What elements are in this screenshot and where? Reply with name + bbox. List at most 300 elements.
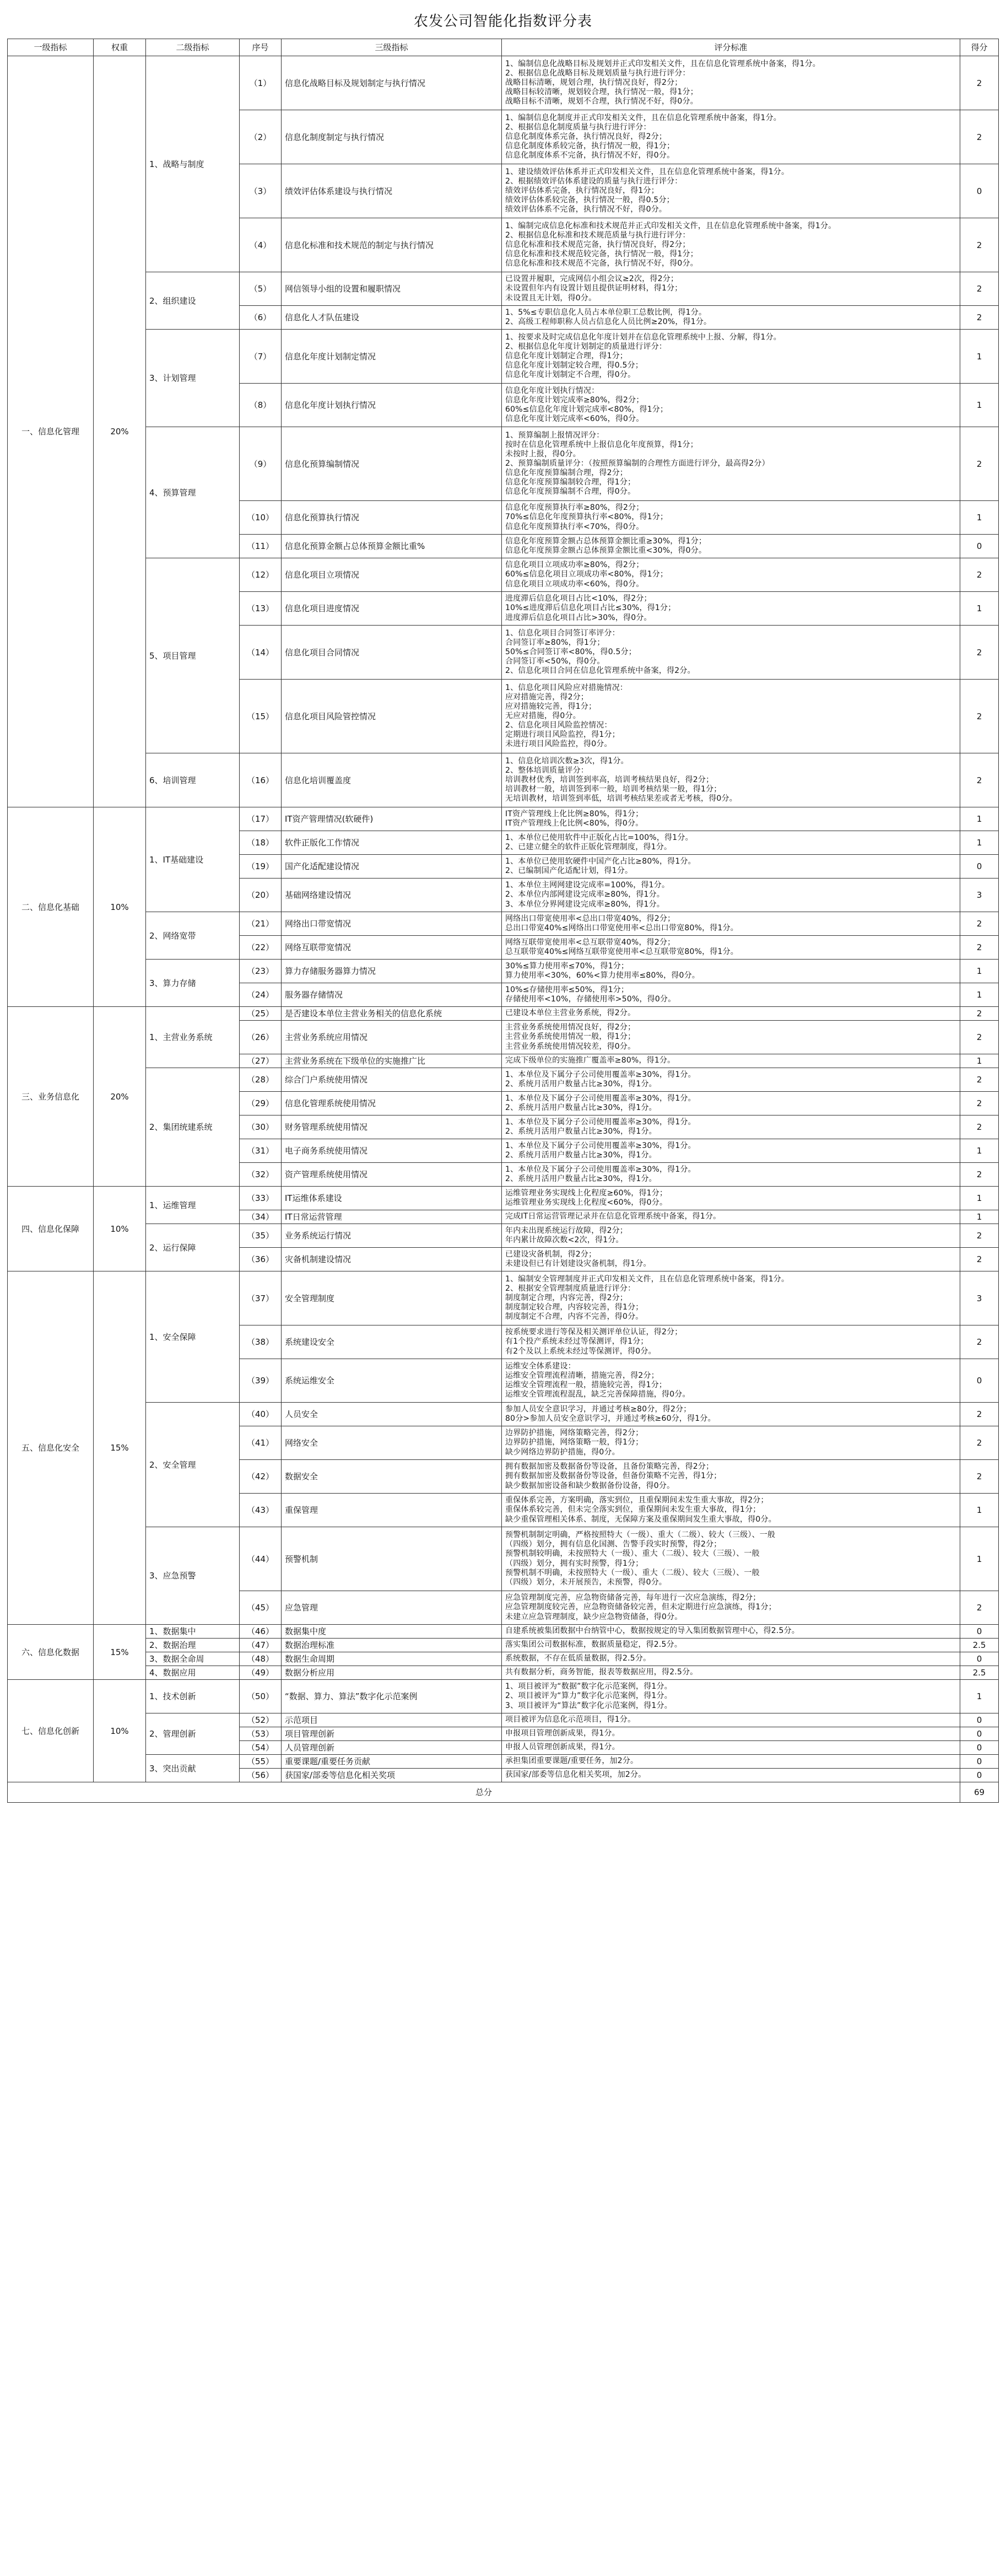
criteria-line: 未建立应急管理制度，缺少应急物资储备，得0分。: [505, 1612, 683, 1621]
table-row: [8, 1755, 999, 1769]
score-cell: 1: [960, 960, 999, 983]
score-cell: 1: [960, 1680, 999, 1713]
index-cell: （43）: [240, 1494, 282, 1527]
index-cell: （5）: [240, 272, 282, 306]
criteria-line: 未设置但年内有设置计划且提供证明材料，得1分；: [505, 284, 683, 293]
header-weight: 权重: [94, 39, 146, 56]
level3-cell: 系统建设安全: [282, 1325, 502, 1359]
index-cell: （47）: [240, 1639, 282, 1652]
criteria-line: 主营业务系统使用情况良好，得2分；: [505, 1023, 636, 1032]
level3-cell: 获国家/部委等信息化相关奖项: [282, 1769, 502, 1782]
criteria-line: 10%≤存储使用率≤50%，得1分；: [505, 985, 629, 994]
index-cell: （20）: [240, 879, 282, 912]
level3-cell: 信息化项目风险管控情况: [282, 680, 502, 753]
score-cell: 2: [960, 1163, 999, 1187]
criteria-line: 拥有数据加密及数据备份等设备，但备份策略不完善，得1分；: [505, 1472, 722, 1481]
index-cell: （32）: [240, 1163, 282, 1187]
table-row: [8, 960, 999, 983]
criteria-line: 2、系统月活用户数量占比≥30%，得1分。: [505, 1174, 657, 1183]
criteria-line: 培训教材一般，培训签到率一般，培训考核结果一般，得1分；: [505, 785, 722, 794]
criteria-line: 培训教材优秀，培训签到率高，培训考核结果良好，得2分；: [505, 775, 714, 784]
criteria-cell: [502, 1403, 960, 1426]
index-cell: （18）: [240, 831, 282, 855]
criteria-line: 信息化年度计划制定较合理，得0.5分；: [505, 361, 643, 370]
level3-cell: 基础网络建设情况: [282, 879, 502, 912]
level3-cell: 财务管理系统使用情况: [282, 1115, 502, 1139]
criteria-line: 无培训教材，培训签到率低，培训考核结果差或者无考核，得0分。: [505, 794, 737, 804]
criteria-cell: [502, 1591, 960, 1625]
level3-cell: 灾备机制建设情况: [282, 1248, 502, 1271]
score-cell: 1: [960, 1187, 999, 1210]
criteria-line: 未进行项目风险监控，得0分。: [505, 740, 612, 749]
criteria-cell: [502, 1359, 960, 1403]
criteria-cell: [502, 1248, 960, 1271]
criteria-cell: [502, 1755, 960, 1769]
index-cell: （33）: [240, 1187, 282, 1210]
criteria-line: （四级）划分，拥有信息化国测、告警手段实时预警，得2分；: [505, 1540, 722, 1549]
criteria-line: 1、预算编制上报情况评分：: [505, 430, 604, 440]
level3-cell: 人员安全: [282, 1403, 502, 1426]
criteria-line: 1、本单位主网网建设完成率=100%，得1分。: [505, 881, 670, 890]
criteria-line: 信息化年度计划制定不合理，得0分。: [505, 370, 636, 380]
level2-cell: 4、预算管理: [146, 427, 240, 558]
criteria-line: 2、根据信息化战略目标及规划质量与执行进行评分：: [505, 68, 690, 78]
level2-cell: 2、运行保障: [146, 1224, 240, 1271]
criteria-line: 有1个投产系统未经过等保测评，得1分；: [505, 1337, 648, 1346]
score-table: [7, 39, 999, 1803]
score-cell: 1: [960, 1494, 999, 1527]
level3-cell: 数据治理标准: [282, 1639, 502, 1652]
criteria-line: 信息化年度预算编制较合理，得1分；: [505, 478, 636, 487]
index-cell: （54）: [240, 1741, 282, 1755]
criteria-line: 2、本单位内部网建设完成率≥80%，得1分。: [505, 890, 665, 899]
criteria-line: 2、项目被评为“算力”数字化示范案例，得1分。: [505, 1691, 672, 1701]
score-cell: 3: [960, 879, 999, 912]
criteria-line: 应对措施完善，得2分；: [505, 692, 589, 702]
table-row: [8, 1625, 999, 1639]
score-cell: 2: [960, 936, 999, 960]
criteria-line: 2、信息化项目合同在信息化管理系统中备案，得2分。: [505, 666, 695, 676]
criteria-line: 30%≤算力使用率≤70%，得1分；: [505, 961, 629, 971]
criteria-line: 信息化年度计划执行情况：: [505, 386, 599, 395]
weight-cell: 15%: [94, 1625, 146, 1680]
criteria-line: 2、根据信息化制度质量与执行进行评分：: [505, 122, 651, 132]
criteria-cell: [502, 56, 960, 110]
criteria-cell: [502, 1652, 960, 1666]
index-cell: （28）: [240, 1068, 282, 1092]
criteria-cell: [502, 1460, 960, 1494]
criteria-cell: [502, 1727, 960, 1741]
level2-cell: 3、算力存储: [146, 960, 240, 1007]
criteria-cell: [502, 1271, 960, 1325]
level1-cell: 五、信息化安全: [8, 1271, 94, 1625]
criteria-line: 年内累计故障次数<2次，得1分。: [505, 1236, 624, 1244]
criteria-cell: [502, 218, 960, 272]
criteria-line: 缺少网络边界防护措施，得0分。: [505, 1447, 620, 1457]
level3-cell: 算力存储服务器算力情况: [282, 960, 502, 983]
level1-cell: 四、信息化保障: [8, 1187, 94, 1271]
score-cell: 2: [960, 1092, 999, 1115]
criteria-line: 运维管理业务实现线上化程度≥60%，得1分；: [505, 1188, 668, 1198]
criteria-line: 80分>参加人员安全意识学习，并通过考核≥60分，得1分。: [505, 1414, 716, 1423]
score-cell: 1: [960, 1139, 999, 1163]
criteria-line: 信息化年度预算编制合理，得2分；: [505, 468, 628, 478]
header-level3: 三级指标: [282, 39, 502, 56]
criteria-line: 网络出口带宽使用率<总出口带宽40%，得2分；: [505, 914, 675, 923]
criteria-line: 未按时上报，得0分。: [505, 449, 581, 459]
index-cell: （11）: [240, 535, 282, 558]
criteria-line: 信息化年度预算金额占总体预算金额比重<30%，得0分。: [505, 546, 707, 555]
criteria-line: 1、项目被评为“数据”数字化示范案例，得1分。: [505, 1682, 672, 1691]
criteria-line: 年内未出现系统运行故障，得2分；: [505, 1226, 628, 1235]
total-row: [8, 1782, 999, 1803]
score-cell: 2: [960, 110, 999, 164]
index-cell: （39）: [240, 1359, 282, 1403]
criteria-line: 1、本单位及下属分子公司使用覆盖率≥30%，得1分。: [505, 1093, 696, 1103]
criteria-line: 1、本单位已使用软硬件中国产化占比≥80%，得1分。: [505, 856, 696, 866]
table-row: [8, 1666, 999, 1680]
criteria-line: 未设置且无计划，得0分。: [505, 293, 597, 303]
criteria-line: 已建设灾备机制，得2分；: [505, 1249, 597, 1259]
criteria-cell: [502, 1139, 960, 1163]
criteria-cell: [502, 592, 960, 626]
score-cell: 2: [960, 1021, 999, 1054]
score-cell: 0: [960, 1755, 999, 1769]
index-cell: （46）: [240, 1625, 282, 1639]
level3-cell: 是否建设本单位主营业务相关的信息化系统: [282, 1007, 502, 1021]
header-index: 序号: [240, 39, 282, 56]
score-cell: 0: [960, 1741, 999, 1755]
index-cell: （7）: [240, 330, 282, 384]
level3-cell: 信息化年度计划执行情况: [282, 384, 502, 427]
table-row: [8, 912, 999, 936]
criteria-cell: [502, 879, 960, 912]
score-cell: 2: [960, 1591, 999, 1625]
criteria-line: 信息化标准和技术规范完备，执行情况良好，得2分；: [505, 240, 690, 249]
criteria-line: （四级）划分，未开展预告，未预警，得0分。: [505, 1577, 667, 1587]
level3-cell: 信息化项目进度情况: [282, 592, 502, 626]
criteria-line: 1、编制完成信息化标准和技术规范并正式印发相关文件，且在信息化管理系统中备案，得1分。: [505, 221, 836, 230]
score-cell: 0: [960, 1625, 999, 1639]
table-row: [8, 427, 999, 501]
level3-cell: 数据集中度: [282, 1625, 502, 1639]
score-cell: 2: [960, 56, 999, 110]
index-cell: （50）: [240, 1680, 282, 1713]
criteria-cell: [502, 807, 960, 831]
table-row: [8, 56, 999, 110]
criteria-line: 信息化标准和技术规范不完备，执行情况不好，得0分。: [505, 259, 698, 268]
criteria-cell: [502, 1007, 960, 1021]
level3-cell: 信息化人才队伍建设: [282, 306, 502, 330]
criteria-line: 信息化制度体系较完备，执行情况一般，得1分；: [505, 142, 675, 151]
criteria-line: 3、本单位分界网建设完成率≥80%，得1分。: [505, 899, 665, 909]
criteria-cell: [502, 110, 960, 164]
index-cell: （19）: [240, 855, 282, 879]
index-cell: （22）: [240, 936, 282, 960]
criteria-line: （四级）划分，拥有实时预警，得1分；: [505, 1559, 643, 1568]
score-cell: 2: [960, 1460, 999, 1494]
criteria-line: 申报人员管理创新成果，得1分。: [505, 1743, 620, 1752]
index-cell: （3）: [240, 164, 282, 218]
level3-cell: 信息化预算金额占总体预算金额比重%: [282, 535, 502, 558]
level3-cell: IT运维体系建设: [282, 1187, 502, 1210]
index-cell: （29）: [240, 1092, 282, 1115]
table-row: [8, 1403, 999, 1426]
criteria-line: 2、根据绩效评估体系建设的质量与执行进行评分：: [505, 176, 683, 186]
level2-cell: 2、管理创新: [146, 1713, 240, 1755]
header-level2: 二级指标: [146, 39, 240, 56]
criteria-line: 申报项目管理创新成果，得1分。: [505, 1729, 620, 1738]
index-cell: （27）: [240, 1054, 282, 1068]
level1-cell: 三、业务信息化: [8, 1007, 94, 1187]
table-row: [8, 1652, 999, 1666]
level2-cell: 1、运维管理: [146, 1187, 240, 1224]
index-cell: （48）: [240, 1652, 282, 1666]
criteria-cell: [502, 936, 960, 960]
index-cell: （23）: [240, 960, 282, 983]
criteria-line: 运维安全管理流程混乱，缺乏完善保障措施，得0分。: [505, 1390, 690, 1399]
level1-cell: 六、信息化数据: [8, 1625, 94, 1680]
level3-cell: 网络安全: [282, 1426, 502, 1460]
index-cell: （12）: [240, 558, 282, 592]
index-cell: （41）: [240, 1426, 282, 1460]
criteria-cell: [502, 384, 960, 427]
score-cell: 1: [960, 1054, 999, 1068]
level1-cell: 一、信息化管理: [8, 56, 94, 807]
index-cell: （16）: [240, 753, 282, 807]
level3-cell: 信息化培训覆盖度: [282, 753, 502, 807]
weight-cell: 10%: [94, 807, 146, 1007]
criteria-line: 信息化制度体系完备，执行情况良好，得2分；: [505, 132, 667, 141]
criteria-line: 合同签订率<50%，得0分。: [505, 657, 605, 666]
criteria-cell: [502, 1163, 960, 1187]
table-row: [8, 1639, 999, 1652]
level2-cell: 2、集团统建系统: [146, 1068, 240, 1187]
criteria-cell: [502, 680, 960, 753]
criteria-cell: [502, 558, 960, 592]
criteria-line: 系统数据，不存在低质量数据，得2.5分。: [505, 1654, 651, 1663]
level3-cell: 信息化预算编制情况: [282, 427, 502, 501]
criteria-line: 70%≤信息化年度预算执行率<80%，得1分；: [505, 513, 668, 522]
level3-cell: 示范项目: [282, 1713, 502, 1727]
criteria-line: 总互联带宽40%≤网络互联带宽使用率<总互联带宽80%，得1分。: [505, 947, 739, 956]
criteria-line: 缺少数据加密设备和缺少数据备份设备，得0分。: [505, 1481, 675, 1490]
level1-cell: 七、信息化创新: [8, 1680, 94, 1782]
index-cell: （24）: [240, 983, 282, 1007]
criteria-cell: [502, 1639, 960, 1652]
criteria-line: 信息化年度预算金额占总体预算金额比重≥30%，得1分；: [505, 536, 707, 546]
criteria-line: 有2个及以上系统未经过等保测评，得0分。: [505, 1346, 656, 1356]
criteria-line: 已建设本单位主营业务系统，得2分。: [505, 1009, 636, 1018]
level2-cell: 2、网络宽带: [146, 912, 240, 960]
index-cell: （37）: [240, 1271, 282, 1325]
criteria-line: 进度滞后信息化项目占比>30%，得0分。: [505, 613, 652, 622]
criteria-line: 制度制定较合理，内容较完善，得1分；: [505, 1303, 643, 1312]
criteria-line: 信息化年度预算编制不合理，得0分。: [505, 487, 636, 497]
level3-cell: “数据、算力、算法”数字化示范案例: [282, 1680, 502, 1713]
score-cell: 1: [960, 592, 999, 626]
level2-cell: 1、技术创新: [146, 1680, 240, 1713]
score-cell: 0: [960, 1713, 999, 1727]
level2-cell: 1、主营业务系统: [146, 1007, 240, 1068]
table-row: [8, 272, 999, 306]
criteria-line: 算力使用率<30%，60%<算力使用率≤80%，得0分。: [505, 971, 700, 980]
criteria-line: 主营业务系统使用情况较差，得0分。: [505, 1042, 636, 1051]
score-cell: 1: [960, 384, 999, 427]
criteria-line: 60%≤信息化项目立项成功率<80%，得1分；: [505, 570, 668, 579]
index-cell: （26）: [240, 1021, 282, 1054]
level2-cell: 3、计划管理: [146, 330, 240, 427]
criteria-line: 绩效评估体系完备，执行情况良好，得1分；: [505, 186, 659, 195]
level3-cell: 信息化制度制定与执行情况: [282, 110, 502, 164]
criteria-line: 边界防护措施，网络策略完善，得2分；: [505, 1429, 643, 1438]
criteria-line: 2、高级工程师职称人员占信息化人员比例≥20%，得1分。: [505, 317, 712, 326]
level3-cell: 网络互联带宽情况: [282, 936, 502, 960]
level3-cell: 项目管理创新: [282, 1727, 502, 1741]
level3-cell: 服务器存储情况: [282, 983, 502, 1007]
criteria-line: 10%≤进度滞后信息化项目占比≤30%，得1分；: [505, 603, 676, 613]
criteria-line: 3、项目被评为“算法”数字化示范案例，得1分。: [505, 1701, 672, 1710]
criteria-line: 重保体系较完善，但未完全落实到位，重保期间未发生重大事故，得1分；: [505, 1505, 761, 1515]
level3-cell: 信息化年度计划制定情况: [282, 330, 502, 384]
table-row: [8, 1068, 999, 1092]
level3-cell: 系统运维安全: [282, 1359, 502, 1403]
score-cell: 2: [960, 427, 999, 501]
criteria-line: 战略目标较清晰，规划较合理，执行情况一般，得1分；: [505, 88, 698, 97]
criteria-cell: [502, 983, 960, 1007]
score-cell: 2: [960, 218, 999, 272]
level3-cell: 数据生命周期: [282, 1652, 502, 1666]
score-cell: 2: [960, 306, 999, 330]
level3-cell: 国产化适配建设情况: [282, 855, 502, 879]
criteria-line: 参加人员安全意识学习，并通过考核≥80分，得2分；: [505, 1404, 691, 1414]
level2-cell: 1、安全保障: [146, 1271, 240, 1403]
index-cell: （35）: [240, 1224, 282, 1248]
criteria-cell: [502, 1187, 960, 1210]
level3-cell: 应急管理: [282, 1591, 502, 1625]
criteria-line: 1、本单位及下属分子公司使用覆盖率≥30%，得1分。: [505, 1070, 696, 1079]
criteria-line: 总出口带宽40%≤网络出口带宽使用率<总出口带宽80%，得1分。: [505, 924, 739, 933]
level3-cell: 信息化管理系统使用情况: [282, 1092, 502, 1115]
criteria-line: 信息化标准和技术规范较完备，执行情况一般，得1分；: [505, 250, 698, 259]
level3-cell: 网络出口带宽情况: [282, 912, 502, 936]
criteria-line: 按系统要求进行等保及相关测评单位认证，得2分；: [505, 1328, 683, 1337]
criteria-cell: [502, 626, 960, 680]
score-cell: 1: [960, 330, 999, 384]
level1-cell: 二、信息化基础: [8, 807, 94, 1007]
criteria-line: 运维安全体系建设：: [505, 1361, 576, 1371]
criteria-line: 无应对措施，得0分。: [505, 711, 581, 720]
criteria-line: 运维管理业务实现线上化程度<60%，得0分。: [505, 1198, 668, 1207]
criteria-line: 网络互联带宽使用率<总互联带宽40%，得2分；: [505, 937, 675, 947]
score-cell: 2: [960, 272, 999, 306]
table-row: [8, 558, 999, 592]
criteria-cell: [502, 1527, 960, 1591]
score-cell: 2: [960, 1325, 999, 1359]
weight-cell: 10%: [94, 1680, 146, 1782]
score-cell: 2: [960, 1068, 999, 1092]
criteria-line: 承担集团重要课题/重要任务，加2分。: [505, 1756, 639, 1766]
criteria-cell: [502, 1713, 960, 1727]
criteria-cell: [502, 1115, 960, 1139]
criteria-cell: [502, 1068, 960, 1092]
level3-cell: IT资产管理情况(软硬件): [282, 807, 502, 831]
criteria-cell: [502, 1224, 960, 1248]
header-criteria: 评分标准: [502, 39, 960, 56]
weight-cell: 20%: [94, 56, 146, 807]
criteria-line: 2、已编制国产化适配计划，得1分。: [505, 866, 633, 875]
criteria-line: 定期进行项目风险监控，得1分；: [505, 730, 620, 740]
criteria-cell: [502, 1054, 960, 1068]
index-cell: （53）: [240, 1727, 282, 1741]
level3-cell: 主营业务系统应用情况: [282, 1021, 502, 1054]
criteria-cell: [502, 960, 960, 983]
level3-cell: 预警机制: [282, 1527, 502, 1591]
criteria-line: 信息化年度预算执行率<70%，得0分。: [505, 522, 644, 531]
level3-cell: 业务系统运行情况: [282, 1224, 502, 1248]
table-row: [8, 1007, 999, 1021]
level2-cell: 2、数据治理: [146, 1639, 240, 1652]
criteria-line: 2、根据信息化年度计划制定的质量进行评分：: [505, 342, 667, 351]
total-score: 69: [960, 1782, 999, 1803]
criteria-line: 50%≤合同签订率<80%，得0.5分；: [505, 647, 636, 656]
score-cell: 2: [960, 1426, 999, 1460]
level3-cell: 人员管理创新: [282, 1741, 502, 1755]
header-score: 得分: [960, 39, 999, 56]
criteria-line: 项目被评为信息化示范项目，得1分。: [505, 1715, 636, 1724]
score-cell: 2: [960, 558, 999, 592]
score-cell: 2: [960, 912, 999, 936]
criteria-line: IT资产管理线上化比例≥80%，得1分；: [505, 809, 643, 818]
criteria-line: 运维安全管理流程清晰，措施完善，得2分；: [505, 1371, 659, 1380]
criteria-line: 1、建设绩效评估体系并正式印发相关文件，且在信息化管理系统中备案，得1分。: [505, 167, 789, 176]
criteria-line: 制度制定合理，内容完善，得2分；: [505, 1293, 628, 1302]
criteria-cell: [502, 306, 960, 330]
level2-cell: 6、培训管理: [146, 753, 240, 807]
table-row: [8, 1713, 999, 1727]
criteria-cell: [502, 535, 960, 558]
criteria-line: 60%≤信息化年度计划完成率<80%，得1分；: [505, 405, 668, 414]
criteria-line: 制度制定不合理，内容不完善，得0分。: [505, 1312, 643, 1322]
index-cell: （30）: [240, 1115, 282, 1139]
index-cell: （14）: [240, 626, 282, 680]
table-row: [8, 1224, 999, 1248]
criteria-line: 应急管理制度较完善，应急物资储备较完善，但未定期进行应急演练，得1分；: [505, 1603, 776, 1612]
criteria-line: 进度滞后信息化项目占比<10%，得2分；: [505, 594, 652, 603]
index-cell: （49）: [240, 1666, 282, 1680]
level3-cell: 数据安全: [282, 1460, 502, 1494]
criteria-line: 信息化年度计划完成率≥80%，得2分；: [505, 395, 644, 405]
criteria-line: 1、按要求及时完成信息化年度计划并在信息化管理系统中上报、分解，得1分。: [505, 332, 782, 342]
criteria-cell: [502, 272, 960, 306]
index-cell: （38）: [240, 1325, 282, 1359]
level2-cell: 4、数据应用: [146, 1666, 240, 1680]
criteria-cell: [502, 1769, 960, 1782]
index-cell: （1）: [240, 56, 282, 110]
criteria-line: 2、预算编制质量评分：（按照预算编制的合理性方面进行评分，最高得2分）: [505, 459, 770, 468]
criteria-line: 2、系统月活用户数量占比≥30%，得1分。: [505, 1080, 657, 1088]
level2-cell: 1、数据集中: [146, 1625, 240, 1639]
index-cell: （25）: [240, 1007, 282, 1021]
criteria-line: 获国家/部委等信息化相关奖项，加2分。: [505, 1770, 646, 1780]
criteria-line: 信息化制度体系不完备，执行情况不好，得0分。: [505, 151, 675, 160]
level3-cell: 安全管理制度: [282, 1271, 502, 1325]
criteria-line: 未建设但已有计划建设灾备机制，得1分。: [505, 1259, 651, 1268]
criteria-line: 应对措施较完善，得1分；: [505, 702, 597, 711]
score-cell: 1: [960, 501, 999, 535]
index-cell: （15）: [240, 680, 282, 753]
score-cell: 0: [960, 1769, 999, 1782]
